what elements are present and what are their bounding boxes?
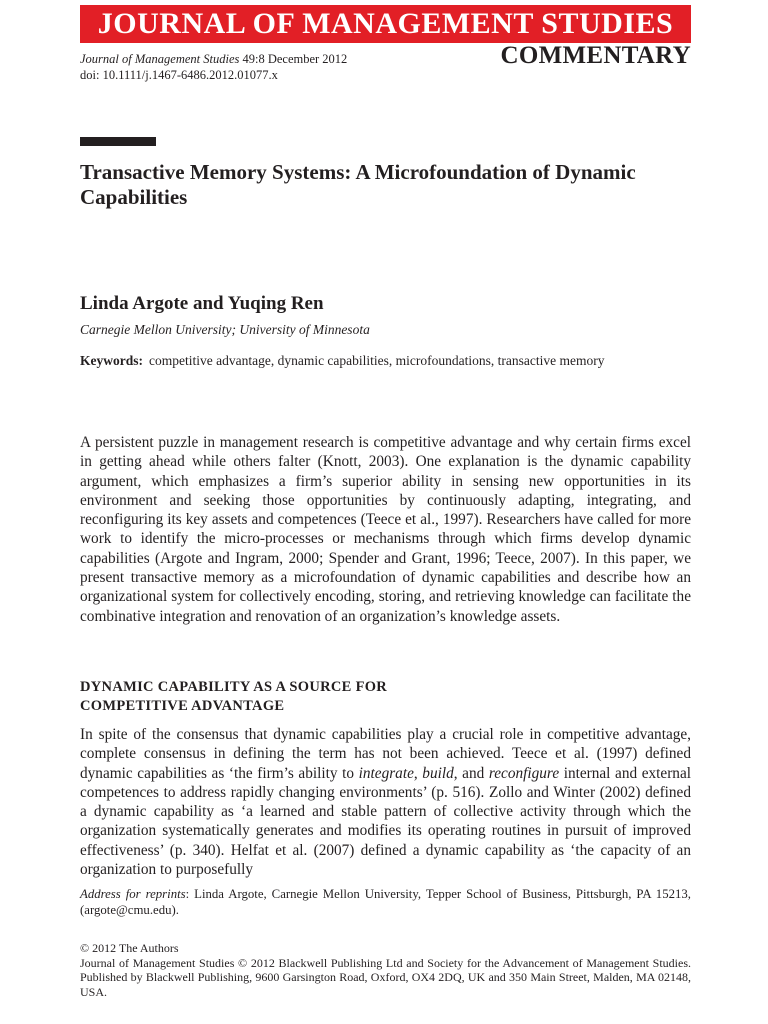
copyright-footer bbox=[80, 941, 691, 999]
title-rule bbox=[80, 137, 156, 146]
doi: doi: 10.1111/j.1467-6486.2012.01077.x bbox=[80, 68, 278, 82]
authors: Linda Argote and Yuqing Ren bbox=[80, 293, 324, 314]
reprint-address bbox=[80, 886, 691, 918]
keywords-label: Keywords: bbox=[80, 353, 143, 368]
address-label: Address for reprints bbox=[80, 887, 186, 901]
paragraph-text: internal and external competences to address rapidly changing environments’ (p. 516). Zollo and Winter (2002) defined a dynamic capability as ‘a learned and stable pattern of collective activity through which the organization systematically generates and modifies its operating routines in pursuit of improved effectiveness’ (p. 340). Helfat et al. (2007) defined a dynamic capability as ‘the capacity of an organization to purposefully bbox=[80, 764, 691, 879]
citation-journal: Journal of Management Studies bbox=[80, 52, 240, 66]
separator-text: , and bbox=[453, 764, 489, 782]
section-paragraph bbox=[80, 725, 691, 879]
publisher-line: Journal of Management Studies © 2012 Blackwell Publishing Ltd and Society for the Advancement of Management Studies. Published by Blackwell Publishing, 9600 Garsington Road, Oxford, OX4 2DQ, UK and 350 Main Street, Malden, MA 02148, USA. bbox=[80, 955, 691, 999]
emphasis-text: integrate bbox=[358, 764, 414, 782]
section-heading-line: COMPETITIVE ADVANTAGE bbox=[80, 698, 285, 714]
section-heading-line: DYNAMIC CAPABILITY AS A SOURCE FOR bbox=[80, 679, 388, 695]
affiliation: Carnegie Mellon University; University of Minnesota bbox=[80, 322, 370, 337]
journal-banner bbox=[80, 5, 691, 43]
emphasis-text: build bbox=[422, 764, 454, 782]
journal-banner-title: JOURNAL OF MANAGEMENT STUDIES bbox=[97, 7, 674, 40]
copyright-line: © 2012 The Authors bbox=[80, 941, 179, 955]
citation-line bbox=[80, 51, 347, 67]
citation-block bbox=[80, 51, 347, 83]
keywords-list: competitive advantage, dynamic capabilities, microfoundations, transactive memory bbox=[149, 353, 605, 368]
separator-text: , bbox=[413, 764, 423, 782]
emphasis-text: reconfigure bbox=[488, 764, 560, 782]
address-text: : Linda Argote, Carnegie Mellon University, Tepper School of Business, Pittsburgh, PA 15213, (argote@cmu.edu). bbox=[80, 887, 691, 917]
section-heading bbox=[80, 678, 387, 716]
citation-issue: 49:8 December 2012 bbox=[239, 52, 348, 66]
article-type-label: COMMENTARY bbox=[500, 42, 691, 69]
paragraph-text: In spite of the consensus that dynamic capabilities play a crucial role in competitive advantage, complete consensus in defining the term has not been achieved. Teece et al. (1997) defined dynamic capabilities as ‘the firm’s ability to bbox=[80, 726, 691, 782]
intro-paragraph: A persistent puzzle in management research is competitive advantage and why certain firms excel in getting ahead while others falter (Knott, 2003). One explanation is the dynamic capability argument, which emphasizes a firm’s superior ability in sensing new opportunities in its environment and seeking those opportunities by continuously adapting, integrating, and reconfiguring its key assets and competences (Teece et al., 1997). Researchers have called for more work to identify the micro-processes or mechanisms through which firms develop dynamic capabilities (Argote and Ingram, 2000; Spender and Grant, 1996; Teece, 2007). In this paper, we present transactive memory as a microfoundation of dynamic capabilities and describe how an organizational system for collectively encoding, storing, and retrieving knowledge can facilitate the combinative integration and renovation of an organization’s knowledge assets. bbox=[80, 434, 691, 625]
keywords bbox=[80, 352, 680, 370]
article-title: Transactive Memory Systems: A Microfoundation of Dynamic Capabilities bbox=[80, 160, 636, 209]
